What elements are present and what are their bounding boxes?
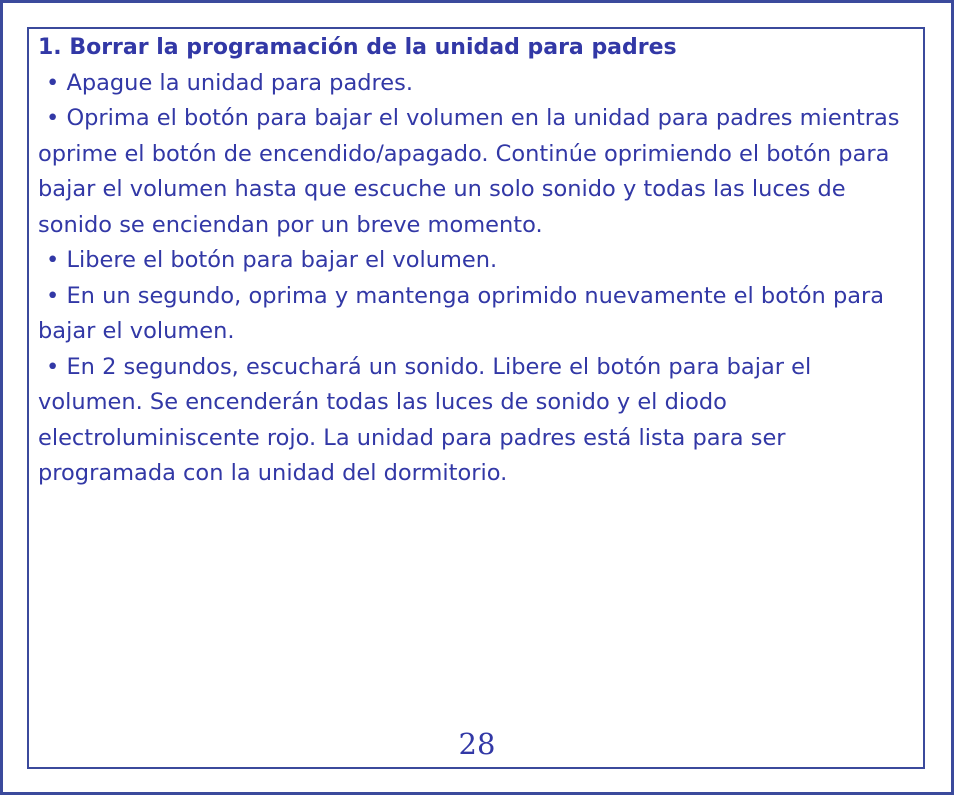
step-item <box>38 279 918 350</box>
section-heading: 1. Borrar la programación de la unidad para padres <box>38 35 677 60</box>
bullet-glyph: • <box>46 105 60 131</box>
document-content <box>38 30 918 492</box>
step-item <box>38 101 918 243</box>
step-text: Oprima el botón para bajar el volumen en la unidad para padres mientras oprime el botón de encendido/apagado. Continúe oprimiendo el botón para bajar el volumen hasta que escuche un solo sonido y todas las luces de sonido se enciendan por un breve momento. <box>38 105 900 238</box>
step-text: En 2 segundos, escuchará un sonido. Libere el botón para bajar el volumen. Se encenderán todas las luces de sonido y el diodo electroluminiscente rojo. La unidad para padres está lista para ser programada con la unidad del dormitorio. <box>38 353 812 486</box>
bullet-glyph: • <box>46 69 60 96</box>
step-item <box>38 350 918 492</box>
step-text: Apague la unidad para padres. <box>66 69 413 96</box>
bullet-glyph: • <box>46 247 60 273</box>
step-text: En un segundo, oprima y mantenga oprimido nuevamente el botón para bajar el volumen. <box>38 282 885 344</box>
step-text: Libere el botón para bajar el volumen. <box>66 247 498 273</box>
step-item <box>38 243 918 279</box>
page-number: 28 <box>458 727 496 761</box>
bullet-glyph: • <box>46 282 60 309</box>
bullet-glyph: • <box>46 353 60 380</box>
step-item <box>38 66 918 102</box>
